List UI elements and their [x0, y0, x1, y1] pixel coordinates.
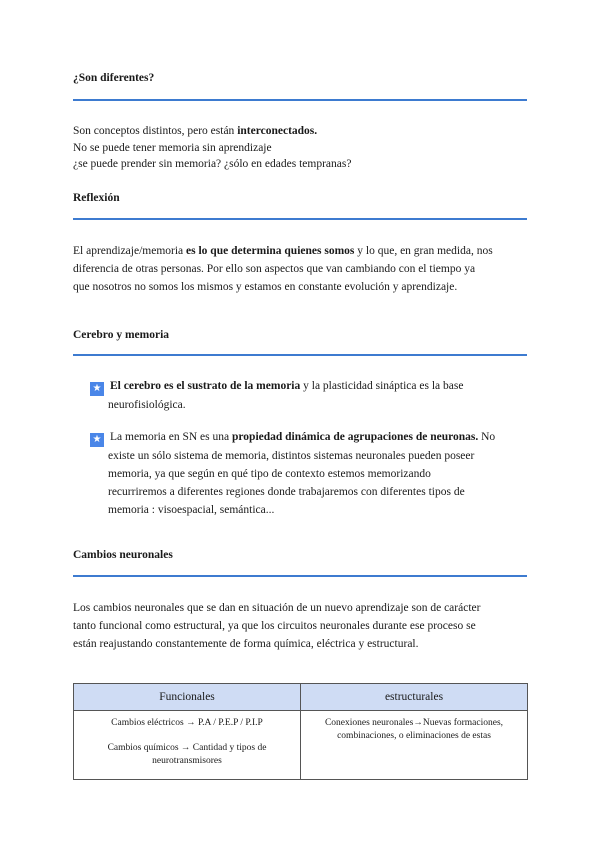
- section-divider: [73, 354, 527, 356]
- table-cell-estructurales: [301, 711, 528, 780]
- bold-text: es lo que determina quienes somos: [186, 245, 355, 257]
- cell-text: combinaciones, o eliminaciones de estas: [337, 731, 491, 741]
- table-header-row: [74, 684, 528, 711]
- text-line: están reajustando constantemente de forma química, eléctrica y estructural.: [73, 638, 419, 650]
- star-icon: ★: [90, 382, 104, 396]
- text-line: recurriremos a diferentes regiones donde trabajaremos con diferentes tipos de: [108, 486, 465, 498]
- text-line: Los cambios neuronales que se dan en situación de un nuevo aprendizaje son de carácter: [73, 602, 481, 614]
- text-line: ★ La memoria en SN es una propiedad dinámica de agrupaciones de neuronas. No: [90, 428, 527, 447]
- text-line: memoria, ya que según en qué tipo de contexto estemos memorizando: [108, 468, 431, 480]
- heading-cerebro-memoria: Cerebro y memoria: [73, 329, 170, 341]
- text-line: tanto funcional como estructural, ya que los circuitos neuronales durante ese proceso se: [73, 620, 476, 632]
- text-line: que nosotros no somos los mismos y estamos en constante evolución y aprendizaje.: [73, 281, 458, 293]
- heading-son-diferentes: ¿Son diferentes?: [73, 72, 155, 84]
- text-line: No se puede tener memoria sin aprendizaje: [73, 141, 272, 154]
- reflexion-paragraph: [73, 242, 527, 296]
- cell-text: Conexiones neuronales→Nuevas formaciones,: [324, 718, 504, 728]
- son-diferentes-text: [73, 123, 527, 173]
- table-header-estructurales: estructurales: [301, 684, 528, 711]
- cell-text: Cambios químicos → Cantidad y tipos de: [107, 743, 267, 753]
- heading-reflexion: Reflexión: [73, 192, 120, 204]
- text-line: diferencia de otras personas. Por ello son aspectos que van cambiando con el tiempo ya: [73, 263, 476, 275]
- table-header-funcionales: Funcionales: [74, 684, 301, 711]
- heading-cambios-neuronales: Cambios neuronales: [73, 549, 173, 561]
- section-divider: [73, 218, 527, 220]
- text-line: existe un sólo sistema de memoria, distintos sistemas neuronales pueden poseer: [108, 450, 475, 462]
- bullet-item-1: [90, 377, 527, 414]
- text-line: neurofisiológica.: [108, 399, 186, 411]
- cambios-table: [73, 683, 528, 780]
- bold-text: interconectados.: [237, 125, 318, 137]
- cell-text: Cambios eléctricos → P.A / P.E.P / P.I.P: [111, 718, 263, 728]
- table-cell-funcionales: [74, 711, 301, 780]
- text-line: Son conceptos distintos, pero están interconectados.: [73, 125, 318, 137]
- section-divider: [73, 99, 527, 101]
- cell-text: neurotransmisores: [152, 756, 222, 766]
- section-divider: [73, 575, 527, 577]
- cambios-paragraph: [73, 599, 527, 653]
- text-line: memoria : visoespacial, semántica...: [108, 504, 275, 516]
- table-row: [74, 711, 528, 780]
- text-line: ★ El cerebro es el sustrato de la memoria y la plasticidad sináptica es la base: [90, 377, 527, 396]
- bold-text: propiedad dinámica de agrupaciones de neuronas.: [232, 431, 479, 443]
- star-icon: ★: [90, 433, 104, 447]
- bullet-item-2: [90, 428, 527, 519]
- text-line: El aprendizaje/memoria es lo que determina quienes somos y lo que, en gran medida, nos: [73, 245, 493, 257]
- text-line: ¿se puede prender sin memoria? ¿sólo en edades tempranas?: [73, 158, 352, 170]
- bold-text: El cerebro es el sustrato de la memoria: [110, 380, 301, 392]
